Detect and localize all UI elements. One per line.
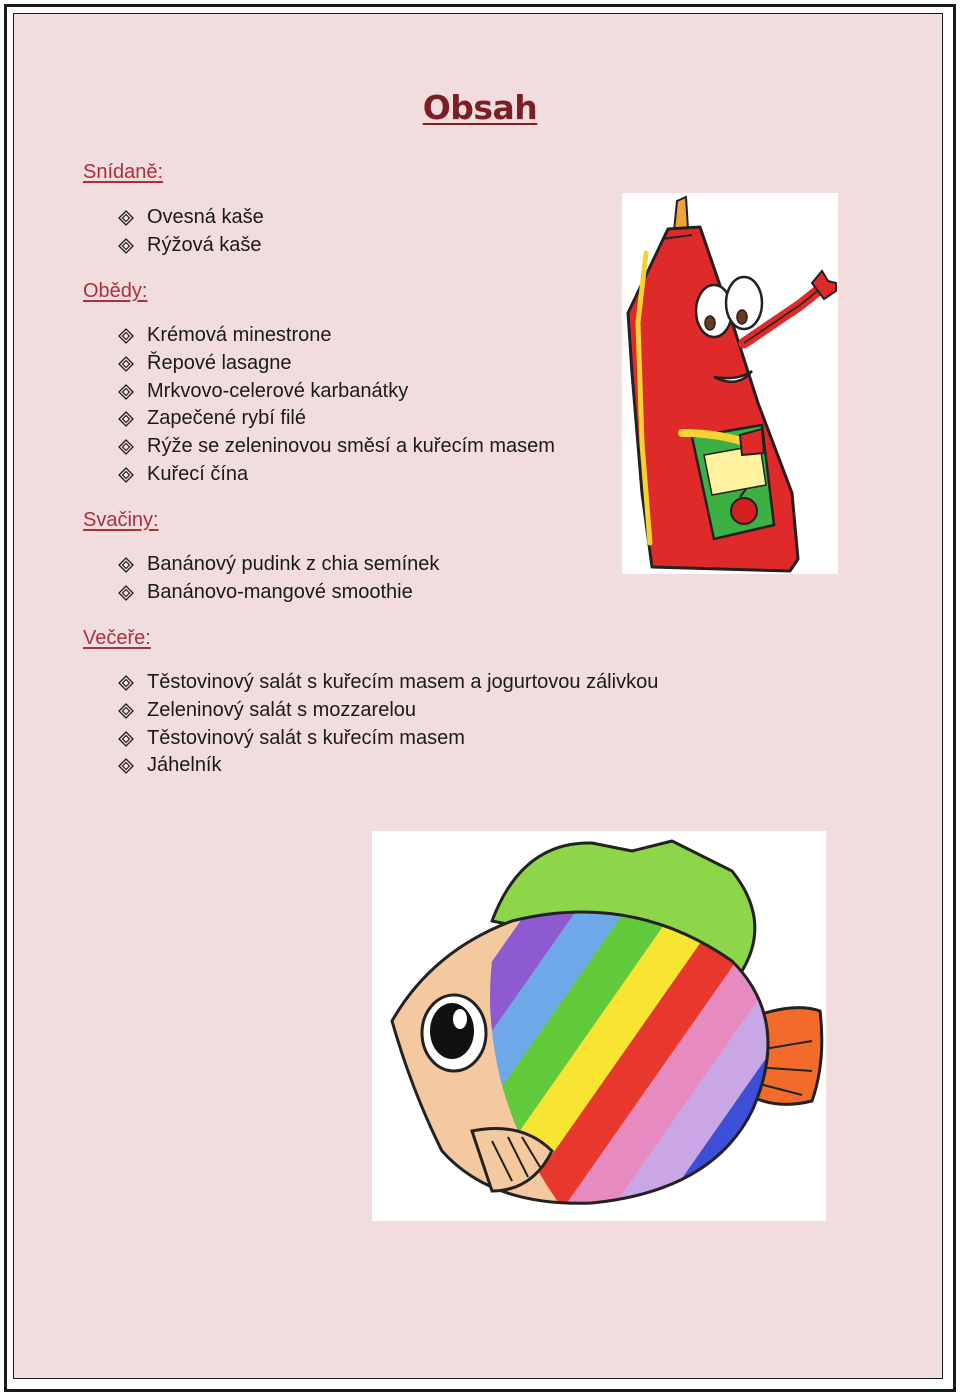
section-heading-breakfast: Snídaně:	[83, 161, 164, 183]
section-heading-lunch: Obědy:	[83, 280, 148, 302]
diamond-bullet-icon	[118, 384, 134, 400]
list-item-label: Banánový pudink z chia semínek	[147, 553, 440, 575]
diamond-bullet-icon	[118, 585, 134, 601]
list-item-label: Mrkvovo-celerové karbanátky	[147, 379, 409, 402]
fish-illustration	[372, 831, 826, 1221]
lunch-list	[117, 322, 555, 489]
diamond-bullet-icon	[118, 356, 134, 372]
list-item	[117, 669, 658, 697]
list-item-label: Řepové lasagne	[147, 351, 292, 374]
diamond-bullet-icon	[118, 411, 134, 427]
list-item	[117, 204, 264, 232]
list-item-label: Jáhelník	[147, 754, 222, 777]
diamond-bullet-icon	[118, 675, 134, 691]
section-heading-snacks: Svačiny:	[83, 509, 159, 531]
diamond-bullet-icon	[118, 467, 134, 483]
list-item	[117, 322, 555, 350]
diamond-bullet-icon	[118, 731, 134, 747]
list-item	[117, 405, 555, 433]
list-item-label: Těstovinový salát s kuřecím masem	[147, 726, 465, 749]
list-item	[117, 378, 555, 406]
breakfast-list	[117, 204, 264, 260]
list-item-label: Těstovinový salát s kuřecím masem a jogurtovou zálivkou	[147, 671, 659, 693]
diamond-bullet-icon	[118, 758, 134, 774]
diamond-bullet-icon	[118, 439, 134, 455]
list-item-label: Banánovo-mangové smoothie	[147, 580, 413, 603]
diamond-bullet-icon	[118, 557, 134, 573]
list-item-label: Krémová minestrone	[147, 324, 332, 346]
rainbow-fish-icon	[372, 831, 826, 1221]
ketchup-bottle-icon	[622, 193, 838, 574]
snacks-list	[117, 551, 439, 607]
diamond-bullet-icon	[118, 238, 134, 254]
ketchup-illustration	[622, 193, 838, 574]
list-item	[117, 579, 439, 607]
list-item-label: Kuřecí čína	[147, 462, 249, 485]
list-item-label: Rýže se zeleninovou směsí a kuřecím masem	[147, 435, 555, 458]
list-item-label: Zapečené rybí filé	[147, 407, 306, 430]
diamond-bullet-icon	[118, 703, 134, 719]
list-item	[117, 551, 439, 579]
section-heading-dinner: Večeře:	[83, 627, 151, 649]
list-item	[117, 697, 658, 725]
diamond-bullet-icon	[118, 328, 134, 344]
list-item-label: Ovesná kaše	[147, 206, 264, 228]
page-title: Obsah	[422, 88, 538, 127]
list-item	[117, 350, 555, 378]
diamond-bullet-icon	[118, 210, 134, 226]
list-item	[117, 752, 658, 780]
list-item-label: Zeleninový salát s mozzarelou	[147, 698, 417, 721]
list-item	[117, 461, 555, 489]
dinner-list	[117, 669, 658, 780]
list-item-label: Rýžová kaše	[147, 233, 262, 256]
list-item	[117, 725, 658, 753]
list-item	[117, 433, 555, 461]
list-item	[117, 232, 264, 260]
